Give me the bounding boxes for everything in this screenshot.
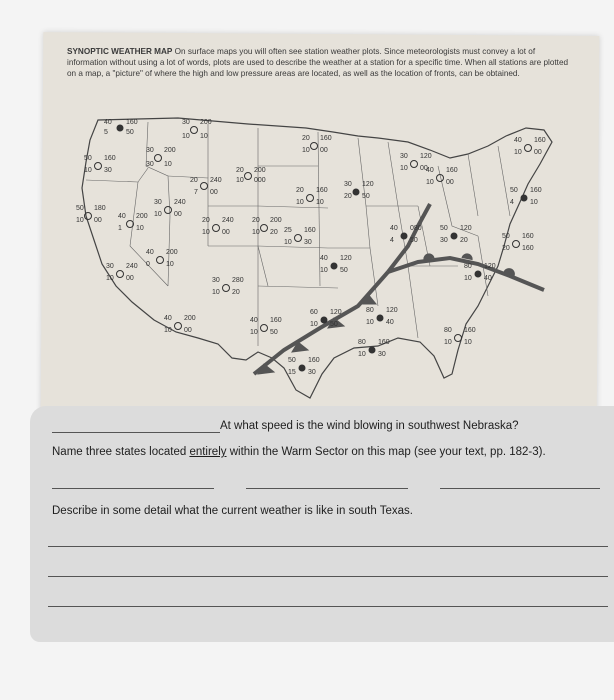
svg-text:50: 50 (410, 237, 418, 244)
svg-text:160: 160 (308, 357, 320, 364)
svg-text:00: 00 (534, 149, 542, 156)
station-plot (302, 135, 332, 154)
svg-text:10: 10 (164, 327, 172, 334)
svg-text:240: 240 (126, 263, 138, 270)
svg-text:200: 200 (166, 249, 178, 256)
intro-text: On surface maps you will often see station weather plots. Since meteorologists must convey a lot of information without using a lot of words, plots are used to describe the weather at a station for a specific time. When all stations are plotted on a map, a "picture" of where the high and low pressure areas are located, as well as the location of fronts, can be obtained. (67, 47, 569, 78)
svg-text:0: 0 (146, 261, 150, 268)
svg-text:10: 10 (464, 339, 472, 346)
svg-text:10: 10 (84, 167, 92, 174)
svg-text:40: 40 (164, 315, 172, 322)
question-1: At what speed is the wind blowing in southwest Nebraska? (220, 420, 519, 432)
svg-text:40: 40 (320, 255, 328, 262)
station-plot (236, 167, 266, 184)
svg-text:4: 4 (510, 199, 514, 206)
station-plot (250, 317, 282, 336)
svg-text:30: 30 (182, 119, 190, 126)
svg-text:120: 120 (386, 307, 398, 314)
svg-text:20: 20 (296, 187, 304, 194)
station-plot (202, 217, 234, 236)
svg-text:20: 20 (502, 245, 510, 252)
svg-text:160: 160 (530, 187, 542, 194)
svg-text:30: 30 (440, 237, 448, 244)
svg-text:50: 50 (510, 187, 518, 194)
svg-text:40: 40 (118, 213, 126, 220)
svg-text:240: 240 (222, 217, 234, 224)
station-plot (212, 277, 244, 296)
svg-text:50: 50 (126, 129, 134, 136)
svg-text:15: 15 (288, 369, 296, 376)
svg-text:10: 10 (302, 147, 310, 154)
svg-text:40: 40 (104, 119, 112, 126)
svg-text:10: 10 (200, 133, 208, 140)
svg-text:30: 30 (154, 199, 162, 206)
svg-text:7: 7 (194, 189, 198, 196)
station-plot (344, 181, 374, 200)
station-plot (146, 147, 176, 168)
svg-text:80: 80 (358, 339, 366, 346)
svg-text:10: 10 (530, 199, 538, 206)
question-2-text: Name three states located (52, 446, 190, 458)
svg-text:240: 240 (210, 177, 222, 184)
station-plot (182, 119, 212, 140)
answer-line-3a[interactable] (48, 546, 608, 547)
answer-line-1[interactable] (52, 432, 220, 433)
svg-text:20: 20 (344, 193, 352, 200)
svg-text:10: 10 (296, 199, 304, 206)
svg-text:20: 20 (190, 177, 198, 184)
station-plot (106, 263, 138, 282)
svg-text:120: 120 (460, 225, 472, 232)
svg-text:080: 080 (410, 225, 422, 232)
svg-text:280: 280 (232, 277, 244, 284)
worksheet-title: SYNOPTIC WEATHER MAP (67, 47, 173, 56)
svg-text:200: 200 (184, 315, 196, 322)
svg-text:00: 00 (420, 165, 428, 172)
svg-text:160: 160 (534, 137, 546, 144)
station-plot (104, 119, 138, 136)
svg-text:10: 10 (514, 149, 522, 156)
svg-text:20: 20 (302, 135, 310, 142)
svg-text:30: 30 (146, 147, 154, 154)
svg-text:30: 30 (146, 161, 154, 168)
svg-text:10: 10 (426, 179, 434, 186)
svg-text:10: 10 (202, 229, 210, 236)
answer-line-3c[interactable] (48, 606, 608, 607)
svg-text:25: 25 (284, 227, 292, 234)
svg-text:00: 00 (320, 147, 328, 154)
svg-text:10: 10 (316, 199, 324, 206)
svg-text:10: 10 (166, 261, 174, 268)
svg-text:10: 10 (464, 275, 472, 282)
svg-text:120: 120 (330, 309, 342, 316)
svg-text:160: 160 (126, 119, 138, 126)
svg-text:20: 20 (236, 167, 244, 174)
svg-text:10: 10 (106, 275, 114, 282)
svg-text:10: 10 (236, 177, 244, 184)
station-plot (76, 205, 106, 224)
svg-text:40: 40 (514, 137, 522, 144)
svg-text:120: 120 (484, 263, 496, 270)
svg-text:200: 200 (200, 119, 212, 126)
station-plot (190, 177, 222, 196)
svg-text:160: 160 (104, 155, 116, 162)
svg-text:80: 80 (464, 263, 472, 270)
station-plot (514, 137, 546, 156)
station-plot (390, 225, 422, 244)
svg-text:10: 10 (154, 211, 162, 218)
station-plot (366, 307, 398, 326)
station-plot (440, 225, 472, 244)
svg-text:30: 30 (400, 153, 408, 160)
station-plot (358, 339, 390, 358)
svg-text:00: 00 (210, 189, 218, 196)
svg-text:50: 50 (362, 193, 370, 200)
svg-text:00: 00 (126, 275, 134, 282)
station-plot (118, 213, 148, 232)
svg-text:10: 10 (212, 289, 220, 296)
svg-text:80: 80 (444, 327, 452, 334)
svg-text:80: 80 (366, 307, 374, 314)
question-2 (52, 446, 546, 458)
svg-text:120: 120 (362, 181, 374, 188)
svg-text:50: 50 (502, 233, 510, 240)
svg-text:30: 30 (106, 263, 114, 270)
svg-text:00: 00 (94, 217, 102, 224)
svg-text:50: 50 (288, 357, 296, 364)
svg-text:00: 00 (446, 179, 454, 186)
svg-text:30: 30 (344, 181, 352, 188)
warm-front (388, 254, 544, 290)
svg-text:10: 10 (76, 217, 84, 224)
svg-text:60: 60 (310, 309, 318, 316)
svg-text:40: 40 (250, 317, 258, 324)
svg-text:40: 40 (426, 167, 434, 174)
svg-text:10: 10 (164, 161, 172, 168)
svg-text:30: 30 (212, 277, 220, 284)
svg-text:240: 240 (174, 199, 186, 206)
station-plot (164, 315, 196, 334)
svg-text:200: 200 (136, 213, 148, 220)
station-plot (502, 233, 534, 252)
intro-paragraph (67, 46, 577, 79)
svg-text:20: 20 (460, 237, 468, 244)
svg-text:10: 10 (366, 319, 374, 326)
svg-text:30: 30 (104, 167, 112, 174)
svg-text:50: 50 (440, 225, 448, 232)
answer-line-2c[interactable] (440, 488, 600, 489)
svg-text:160: 160 (464, 327, 476, 334)
station-plot (146, 249, 178, 268)
svg-text:10: 10 (444, 339, 452, 346)
svg-text:20: 20 (232, 289, 240, 296)
svg-text:00: 00 (184, 327, 192, 334)
svg-text:000: 000 (254, 177, 266, 184)
svg-text:4: 4 (390, 237, 394, 244)
svg-text:120: 120 (420, 153, 432, 160)
svg-text:50: 50 (330, 321, 338, 328)
svg-text:200: 200 (254, 167, 266, 174)
svg-text:10: 10 (136, 225, 144, 232)
svg-text:20: 20 (202, 217, 210, 224)
svg-text:10: 10 (182, 133, 190, 140)
svg-text:10: 10 (320, 267, 328, 274)
station-plot (284, 227, 316, 246)
svg-text:200: 200 (270, 217, 282, 224)
svg-text:10: 10 (358, 351, 366, 358)
svg-text:160: 160 (304, 227, 316, 234)
svg-text:00: 00 (174, 211, 182, 218)
svg-text:160: 160 (316, 187, 328, 194)
question-3: Describe in some detail what the current weather is like in south Texas. (52, 505, 413, 517)
svg-text:160: 160 (378, 339, 390, 346)
station-plot (84, 155, 116, 174)
svg-text:30: 30 (378, 351, 386, 358)
svg-text:50: 50 (76, 205, 84, 212)
question-2-text-end: within the Warm Sector on this map (see your text, pp. 182-3). (226, 446, 546, 458)
svg-text:00: 00 (222, 229, 230, 236)
svg-text:160: 160 (522, 233, 534, 240)
station-plot (296, 187, 328, 206)
svg-text:200: 200 (164, 147, 176, 154)
svg-text:10: 10 (310, 321, 318, 328)
answer-line-2a[interactable] (52, 488, 214, 489)
svg-text:20: 20 (270, 229, 278, 236)
svg-text:50: 50 (340, 267, 348, 274)
svg-text:160: 160 (522, 245, 534, 252)
answer-line-2b[interactable] (246, 488, 408, 489)
svg-text:40: 40 (146, 249, 154, 256)
svg-text:30: 30 (304, 239, 312, 246)
svg-text:1: 1 (118, 225, 122, 232)
station-plot (252, 217, 282, 236)
svg-text:160: 160 (446, 167, 458, 174)
svg-text:20: 20 (252, 217, 260, 224)
svg-text:30: 30 (308, 369, 316, 376)
svg-text:180: 180 (94, 205, 106, 212)
svg-text:40: 40 (386, 319, 394, 326)
svg-text:40: 40 (390, 225, 398, 232)
question-2-emphasis: entirely (189, 446, 227, 458)
svg-text:120: 120 (340, 255, 352, 262)
svg-text:40: 40 (484, 275, 492, 282)
svg-text:50: 50 (84, 155, 92, 162)
answer-line-3b[interactable] (48, 576, 608, 577)
synoptic-weather-map (58, 106, 598, 418)
station-plot (320, 255, 352, 274)
svg-text:160: 160 (270, 317, 282, 324)
svg-text:10: 10 (250, 329, 258, 336)
svg-text:50: 50 (270, 329, 278, 336)
svg-text:10: 10 (252, 229, 260, 236)
station-plot (288, 357, 320, 376)
svg-text:10: 10 (284, 239, 292, 246)
svg-text:10: 10 (400, 165, 408, 172)
svg-text:160: 160 (320, 135, 332, 142)
svg-text:5: 5 (104, 129, 108, 136)
